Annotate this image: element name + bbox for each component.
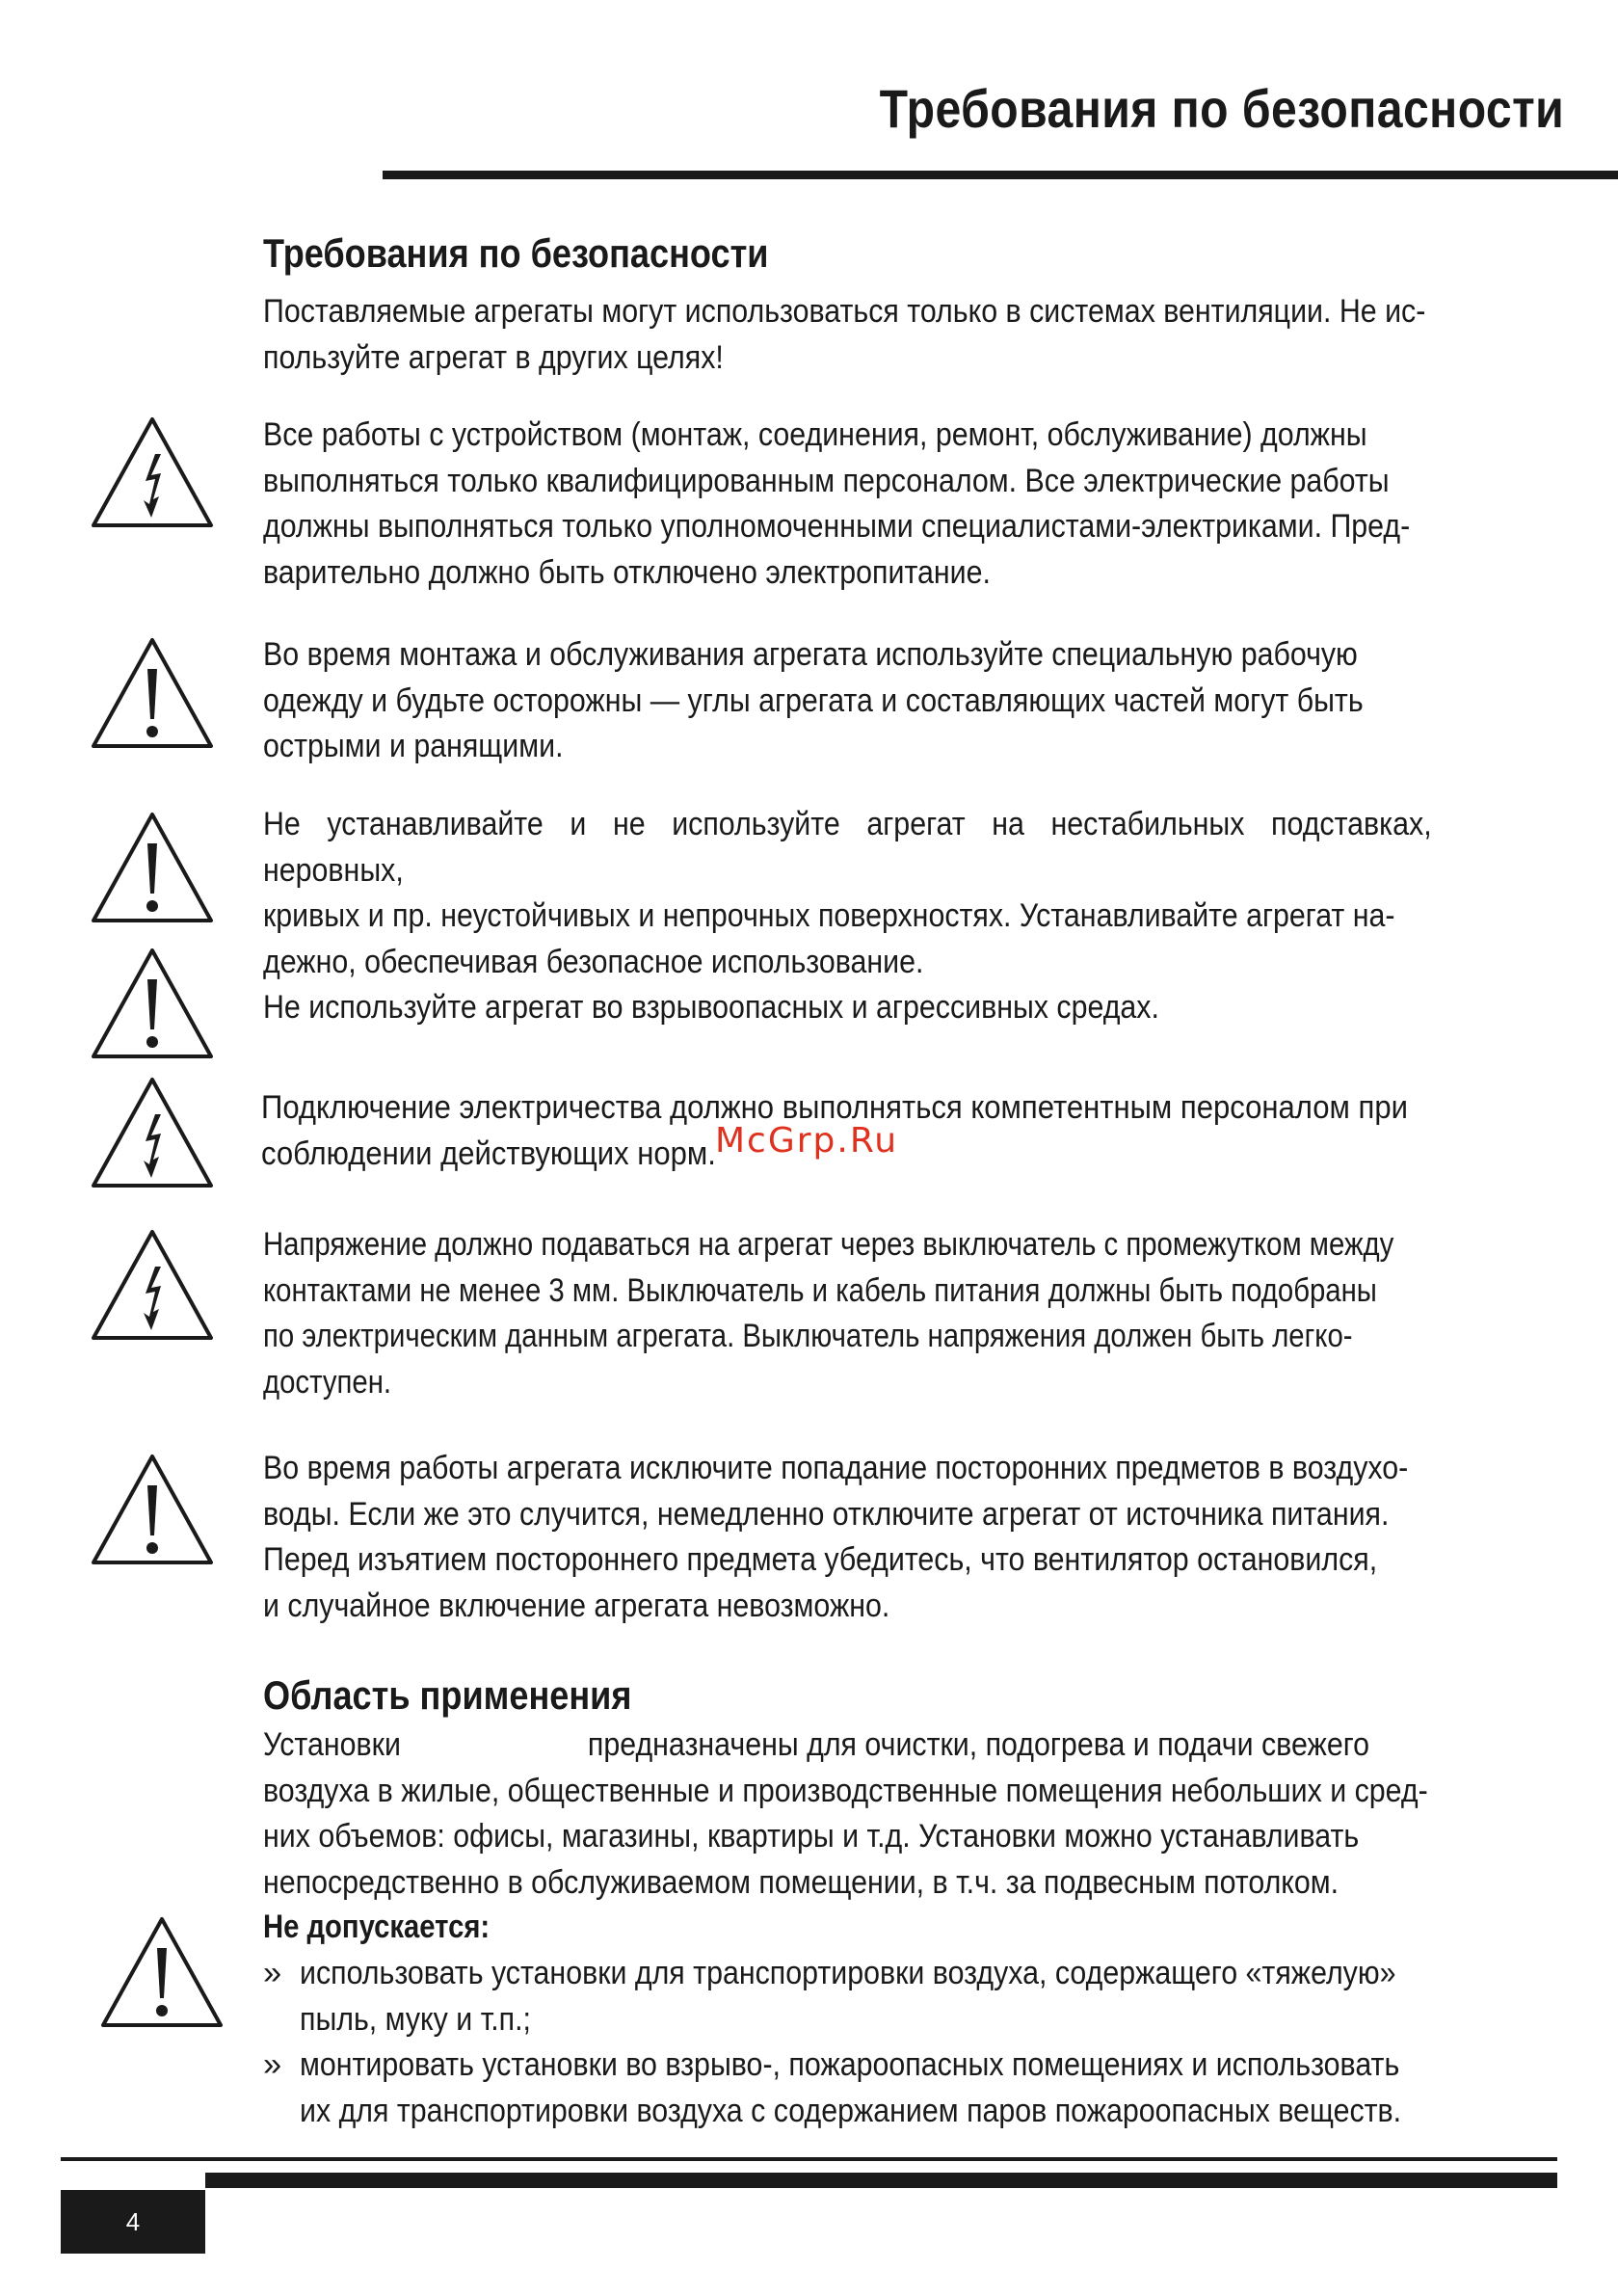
paragraph-line: должны выполняться только уполномоченными специалистами-электриками. Пред-	[263, 508, 1411, 545]
paragraph-line: непосредственно в обслуживаемом помещении, в т.ч. за подвесным потолком.	[263, 1863, 1339, 1901]
section-heading-safety: Требования по безопасности	[263, 230, 769, 276]
paragraph-line: Напряжение должно подаваться на агрегат через выключатель с промежутком между	[263, 1226, 1394, 1263]
page-title: Требования по безопасности	[879, 78, 1564, 139]
list-item-line: их для транспортировки воздуха с содержанием паров пожароопасных веществ.	[300, 2092, 1402, 2129]
warning-paragraph	[263, 413, 1545, 596]
section-safety	[263, 229, 1545, 278]
prohibited-list	[263, 1951, 1545, 2134]
watermark: McGrp.Ru	[715, 1121, 899, 1161]
paragraph-line: воздуха в жилые, общественные и производственные помещения небольших и сред-	[263, 1772, 1428, 1809]
warning-exclamation-icon	[90, 636, 215, 750]
paragraph-line: Во время работы агрегата исключите попадание посторонних предметов в воздухо-	[263, 1450, 1409, 1486]
paragraph-line: доступен.	[263, 1363, 392, 1401]
paragraph-line: воды. Если же это случится, немедленно отключите агрегат от источника питания.	[263, 1495, 1390, 1533]
intro-paragraph	[263, 289, 1545, 381]
intro-line: пользуйте агрегат в других целях!	[263, 338, 724, 376]
warning-paragraph	[263, 1446, 1545, 1629]
list-item-line: монтировать установки во взрыво-, пожароопасных помещениях и использовать	[300, 2046, 1400, 2083]
electric-hazard-icon	[90, 1228, 215, 1342]
paragraph-line: Перед изъятием постороннего предмета убедитесь, что вентилятор остановился,	[263, 1541, 1378, 1578]
warning-paragraph	[263, 985, 1545, 1031]
prohibited-label: Не допускается:	[263, 1909, 491, 1945]
footer-rule	[205, 2173, 1557, 2188]
paragraph-line: дежно, обеспечивая безопасное использование.	[263, 943, 924, 980]
paragraph-line: Не используйте агрегат во взрывоопасных и агрессивных средах.	[263, 989, 1159, 1026]
application-paragraph	[263, 1722, 1545, 1906]
paragraph-line: контактами не менее 3 мм. Выключатель и кабель питания должны быть подобраны	[263, 1271, 1377, 1309]
paragraph-line: Установки предназначены для очистки, подогрева и подачи свежего	[263, 1726, 1370, 1763]
paragraph-line: и случайное включение агрегата невозможно.	[263, 1587, 890, 1624]
paragraph-line: соблюдении действующих норм.	[261, 1135, 716, 1172]
list-item	[263, 1951, 1545, 2042]
bullet-marker: »	[263, 1955, 282, 1991]
list-item-line: пыль, муку и т.п.;	[300, 2000, 531, 2038]
electric-hazard-icon	[90, 1076, 215, 1189]
section-heading-application: Область применения	[263, 1672, 632, 1718]
electric-hazard-icon	[90, 415, 215, 529]
paragraph-line: выполняться только квалифицированным персоналом. Все электрические работы	[263, 462, 1390, 499]
list-item	[263, 2042, 1545, 2134]
warning-exclamation-icon	[99, 1915, 225, 2029]
footer-rule	[61, 2157, 1557, 2161]
title-rule	[383, 171, 1618, 179]
paragraph-line: одежду и будьте осторожны — углы агрегата и составляющих частей могут быть	[263, 681, 1364, 719]
paragraph-line: варительно должно быть отключено электропитание.	[263, 553, 991, 591]
list-item-line: использовать установки для транспортировки воздуха, содержащего «тяжелую»	[300, 1955, 1396, 1991]
warning-exclamation-icon	[90, 947, 215, 1060]
warning-paragraph	[261, 1085, 1543, 1177]
paragraph-line: Во время монтажа и обслуживания агрегата используйте специальную рабочую	[263, 636, 1358, 673]
paragraph-line: острыми и ранящими.	[263, 728, 564, 764]
warning-paragraph	[263, 1222, 1545, 1405]
section-application	[263, 1671, 1545, 1720]
warning-paragraph	[263, 802, 1545, 985]
warning-exclamation-icon	[90, 1453, 215, 1566]
prohibited-block	[263, 1905, 1545, 2134]
warning-paragraph	[263, 632, 1545, 770]
paragraph-line: Не устанавливайте и не используйте агрегат на нестабильных подставках, неровных,	[263, 806, 1432, 889]
intro-line: Поставляемые агрегаты могут использоваться только в системах вентиляции. Не ис-	[263, 293, 1426, 330]
paragraph-line: них объемов: офисы, магазины, квартиры и т.д. Установки можно устанавливать	[263, 1818, 1360, 1855]
warning-exclamation-icon	[90, 811, 215, 924]
paragraph-line: кривых и пр. неустойчивых и непрочных поверхностях. Устанавливайте агрегат на-	[263, 897, 1395, 934]
page-number: 4	[61, 2190, 205, 2254]
paragraph-line: по электрическим данным агрегата. Выключатель напряжения должен быть легко-	[263, 1318, 1353, 1354]
paragraph-line: Все работы с устройством (монтаж, соединения, ремонт, обслуживание) должны	[263, 416, 1367, 453]
bullet-marker: »	[263, 2046, 282, 2083]
paragraph-line: Подключение электричества должно выполняться компетентным персоналом при	[261, 1089, 1408, 1126]
